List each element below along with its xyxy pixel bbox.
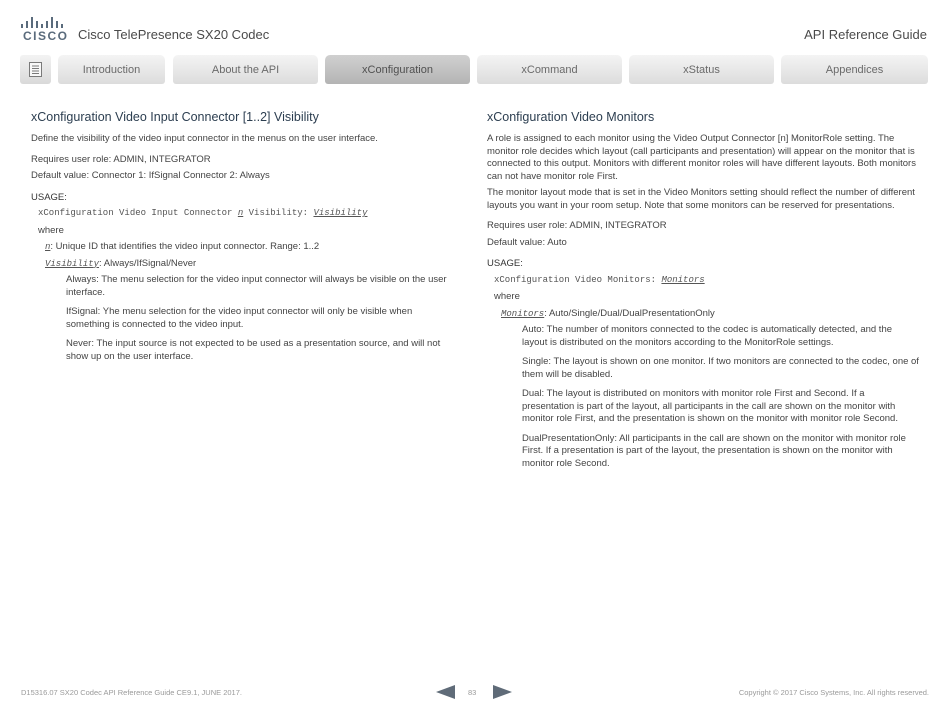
cisco-logo-text: CISCO — [23, 29, 69, 43]
param-description: : Auto/Single/Dual/DualPresentationOnly — [544, 307, 715, 319]
contents-button[interactable] — [20, 55, 51, 84]
value-description: Single: The layout is shown on one monitor. If two monitors are connected to the codec, one of them will be disabled. — [522, 356, 919, 380]
tab-xstatus[interactable]: xStatus — [629, 55, 774, 84]
tab-xcommand[interactable]: xCommand — [477, 55, 622, 84]
document-id: D15316.07 SX20 Codec API Reference Guide CE9.1, JUNE 2017. — [21, 688, 242, 697]
param-name: Monitors — [501, 308, 545, 319]
section-title: xConfiguration Video Monitors — [487, 110, 655, 124]
pager — [436, 684, 516, 700]
user-role: Requires user role: ADMIN, INTEGRATOR — [31, 153, 211, 165]
next-page-arrow-icon[interactable] — [493, 685, 512, 699]
user-role: Requires user role: ADMIN, INTEGRATOR — [487, 220, 667, 231]
section-description: Define the visibility of the video input connector in the menus on the user interface. — [31, 133, 378, 144]
video-monitors-section — [487, 110, 919, 477]
usage-param-n: n — [237, 208, 244, 218]
section-title: xConfiguration Video Input Connector [1..2] Visibility — [31, 110, 319, 124]
where-label: where — [38, 224, 64, 236]
section-description: The monitor layout mode that is set in the Video Monitors setting should reflect the number of different layouts you want in your room setup. Note that some monitors can be reserved for presentations. — [487, 187, 915, 211]
tab-introduction[interactable]: Introduction — [58, 55, 165, 84]
param-name: n — [45, 242, 51, 252]
page-header — [0, 0, 950, 50]
copyright: Copyright © 2017 Cisco Systems, Inc. All rights reserved. — [738, 688, 929, 697]
param-visibility — [45, 258, 456, 271]
cisco-logo-bars-icon — [21, 16, 65, 28]
param-name: Visibility — [45, 258, 100, 269]
value-description: Auto: The number of monitors connected to the codec is automatically detected, and the layout is distributed on the monitors according to the MonitorRole settings. — [522, 324, 893, 348]
value-description: Never: The input source is not expected to be used as a presentation source, and will not show up on the user interface. — [66, 338, 441, 362]
cisco-logo — [21, 16, 69, 43]
value-description: Dual: The layout is distributed on monitors with monitor role First and Second. If a presentation is part of the layout, all participants in the call are shown on the monitor with monitor role First, and the presentation is shown on the monitor with monitor role Second. — [522, 388, 898, 424]
usage-param-monitors: Monitors — [661, 274, 705, 285]
section-nav — [20, 55, 928, 85]
default-value: Default value: Auto — [487, 236, 567, 248]
contents-icon — [29, 62, 42, 77]
param-n — [45, 241, 456, 254]
default-value: Default value: Connector 1: IfSignal Connector 2: Always — [31, 170, 270, 181]
usage-label: USAGE: — [31, 191, 67, 203]
usage-prefix: xConfiguration Video Monitors: — [494, 274, 662, 285]
where-label: where — [494, 291, 520, 302]
usage-syntax — [38, 207, 456, 220]
param-description: : Always/IfSignal/Never — [99, 257, 197, 269]
usage-param-visibility: Visibility — [313, 208, 368, 218]
tab-appendices[interactable]: Appendices — [781, 55, 928, 84]
param-description: : Unique ID that identifies the video input connector. Range: 1..2 — [50, 241, 320, 252]
value-description: Always: The menu selection for the video input connector will always be visible on the user interface. — [66, 274, 447, 298]
value-description: DualPresentationOnly: All participants in the call are shown on the monitor with monitor role First. If a presentation is part of the layout, the presentation is shown on the monitor with monitor role Second. — [522, 432, 906, 469]
param-monitors — [501, 308, 919, 321]
value-description: IfSignal: Yhe menu selection for the video input connector will only be visible when something is connected to the video input. — [66, 306, 413, 330]
page-footer — [0, 680, 950, 705]
tab-xconfiguration[interactable]: xConfiguration — [325, 55, 470, 84]
usage-syntax — [494, 274, 919, 287]
video-input-visibility-section — [31, 110, 456, 370]
guide-title: API Reference Guide — [804, 27, 927, 42]
product-title: Cisco TelePresence SX20 Codec — [78, 27, 270, 42]
previous-page-arrow-icon[interactable] — [436, 685, 455, 699]
usage-prefix: xConfiguration Video Input Connector — [38, 208, 238, 218]
page-number: 83 — [468, 688, 477, 697]
usage-mid: Visibility: — [243, 208, 314, 218]
tab-about-the-api[interactable]: About the API — [173, 55, 318, 84]
section-description: A role is assigned to each monitor using the Video Output Connector [n] MonitorRole setting. The monitor role decides which layout (call participants and presentation) will appear on the monitor that is connected to this output. Monitors with different monitor roles will have different layouts. Both monitors can not have monitor role First. — [487, 133, 916, 182]
usage-label: USAGE: — [487, 258, 523, 269]
